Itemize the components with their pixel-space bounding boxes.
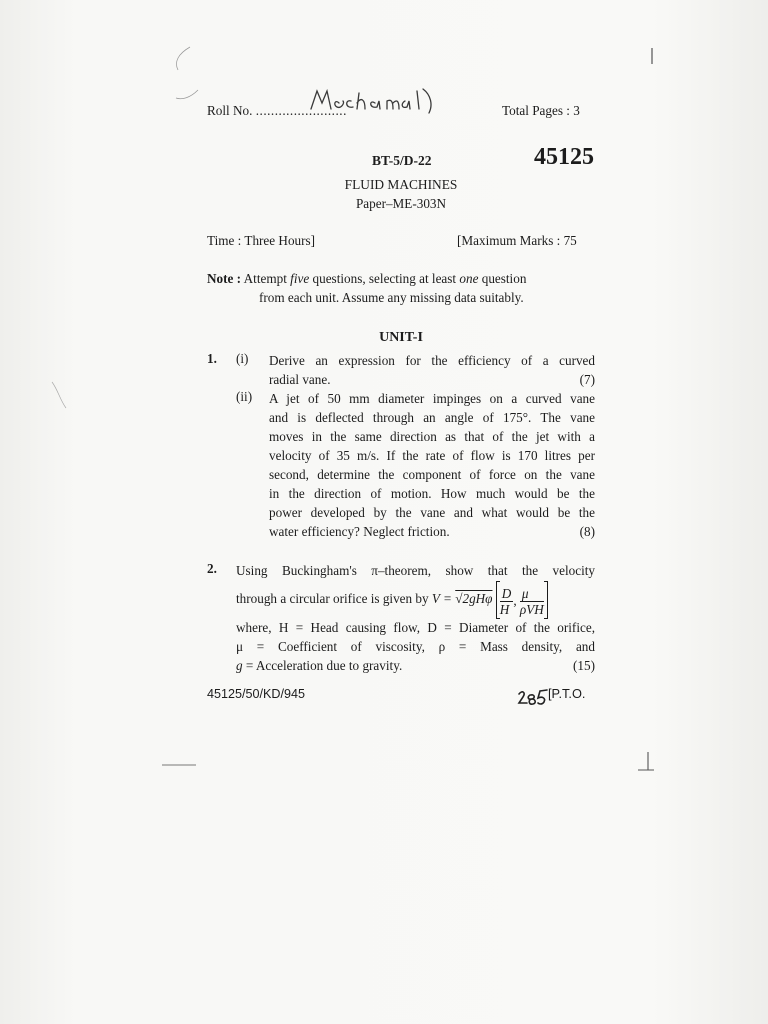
- formula-function-bracket: $\frac{D}{H}$ , $\frac{\mu}{\text{ρVH}}$: [496, 582, 548, 618]
- question-1-part-ii-line: A jet of 50 mm diameter impinges on a curved vane: [269, 391, 595, 406]
- subject-title: [0, 176, 768, 195]
- fraction-numerator: D: [501, 586, 512, 602]
- note-text-a: Attempt: [243, 271, 291, 286]
- question-1-part-ii-line: second, determine the component of force on the vane: [269, 467, 595, 482]
- unit-heading: [0, 329, 768, 348]
- formula-root: √2gHφ: [455, 591, 493, 606]
- note-line-2: from each unit. Assume any missing data suitably.: [259, 289, 524, 305]
- question-1-part-i-label: (i): [236, 351, 249, 366]
- question-1-part-ii-line: [269, 522, 595, 541]
- question-2-line-2: through a circular orifice is given by: [236, 591, 429, 606]
- formula-fraction-d-over-h: [500, 586, 514, 617]
- paper-number: 45125: [534, 144, 594, 170]
- unit-heading-text: UNIT-I: [379, 330, 423, 345]
- handwritten-roll-value: [305, 85, 445, 117]
- question-2-line-1: Using Buckingham's π–theorem, show that the velocity: [236, 563, 595, 578]
- question-1-part-ii-line: velocity of 35 m/s. If the rate of flow is 170 litres per: [269, 448, 595, 463]
- question-1-part-ii-line: power developed by the vane and what would be the: [269, 505, 595, 520]
- question-1-part-ii-line-text: water efficiency? Neglect friction.: [269, 524, 450, 539]
- question-2-line-5: [236, 656, 595, 675]
- question-1-part-i: [269, 351, 595, 389]
- note-emphasis-five: five: [290, 271, 310, 286]
- question-1-part-ii-label: (ii): [236, 389, 253, 404]
- crop-mark-bottom-right: [636, 750, 656, 774]
- roll-number-dots: ........................: [255, 103, 347, 118]
- fraction-numerator: μ: [520, 586, 544, 602]
- question-1-part-ii-line: in the direction of motion. How much would be the: [269, 486, 595, 501]
- question-2-marks: (15): [573, 658, 595, 673]
- note-text-b: questions, selecting at least: [309, 271, 460, 286]
- exam-code: BT-5/D-22: [372, 153, 432, 168]
- question-1-part-i-marks: (7): [579, 372, 595, 387]
- question-1-part-ii-marks: (8): [579, 524, 595, 539]
- total-pages: Total Pages : 3: [502, 103, 580, 118]
- question-1-part-ii: [269, 389, 595, 541]
- question-1-part-i-line: Derive an expression for the efficiency of a curved: [269, 353, 595, 368]
- please-turn-over: [P.T.O.: [548, 686, 586, 701]
- question-1-part-i-line: [269, 370, 595, 389]
- question-2-line-5-text: = Acceleration due to gravity.: [242, 658, 403, 673]
- question-2-formula-line: [236, 580, 595, 618]
- handwritten-margin-number: [516, 684, 550, 708]
- fraction-denominator: ρVH: [519, 602, 544, 618]
- instructions-note: [207, 270, 597, 307]
- duration: Time : Three Hours]: [207, 233, 316, 248]
- note-label: Note :: [207, 271, 242, 286]
- question-1-part-ii-line: and is deflected through an angle of 175°. The vane: [269, 410, 595, 425]
- subject-title-text: FLUID MACHINES: [344, 177, 458, 192]
- formula-fraction-mu-over-rhovh: [520, 586, 544, 617]
- gravity-symbol: g: [236, 658, 243, 673]
- note-emphasis-one: one: [459, 271, 479, 286]
- paper-code: [0, 195, 768, 214]
- note-text-c: question: [478, 271, 527, 286]
- scan-arc-top-left: [168, 42, 208, 102]
- question-1-part-ii-line: moves in the same direction as that of the jet with a: [269, 429, 595, 444]
- question-2-number: 2.: [207, 561, 217, 576]
- maximum-marks: [Maximum Marks : 75: [457, 233, 577, 248]
- question-1-part-i-line-text: radial vane.: [269, 372, 331, 387]
- footer-code: 45125/50/KD/945: [207, 687, 306, 701]
- question-2-body: [236, 561, 595, 675]
- scan-tick-mid-left: [44, 378, 74, 418]
- formula-lhs: V =: [431, 591, 456, 606]
- paper-code-text: Paper–ME-303N: [355, 196, 447, 211]
- question-2-line-3: where, H = Head causing flow, D = Diameter of the orifice,: [236, 620, 595, 635]
- question-1-number: 1.: [207, 351, 217, 366]
- question-2-line-4: μ = Coefficient of viscosity, ρ = Mass density, and: [236, 639, 595, 654]
- roll-number-label: Roll No.: [207, 103, 253, 118]
- crop-mark-top-right: [648, 46, 656, 66]
- fraction-denominator: H: [499, 602, 510, 618]
- scan-line-bottom-left: [160, 762, 200, 768]
